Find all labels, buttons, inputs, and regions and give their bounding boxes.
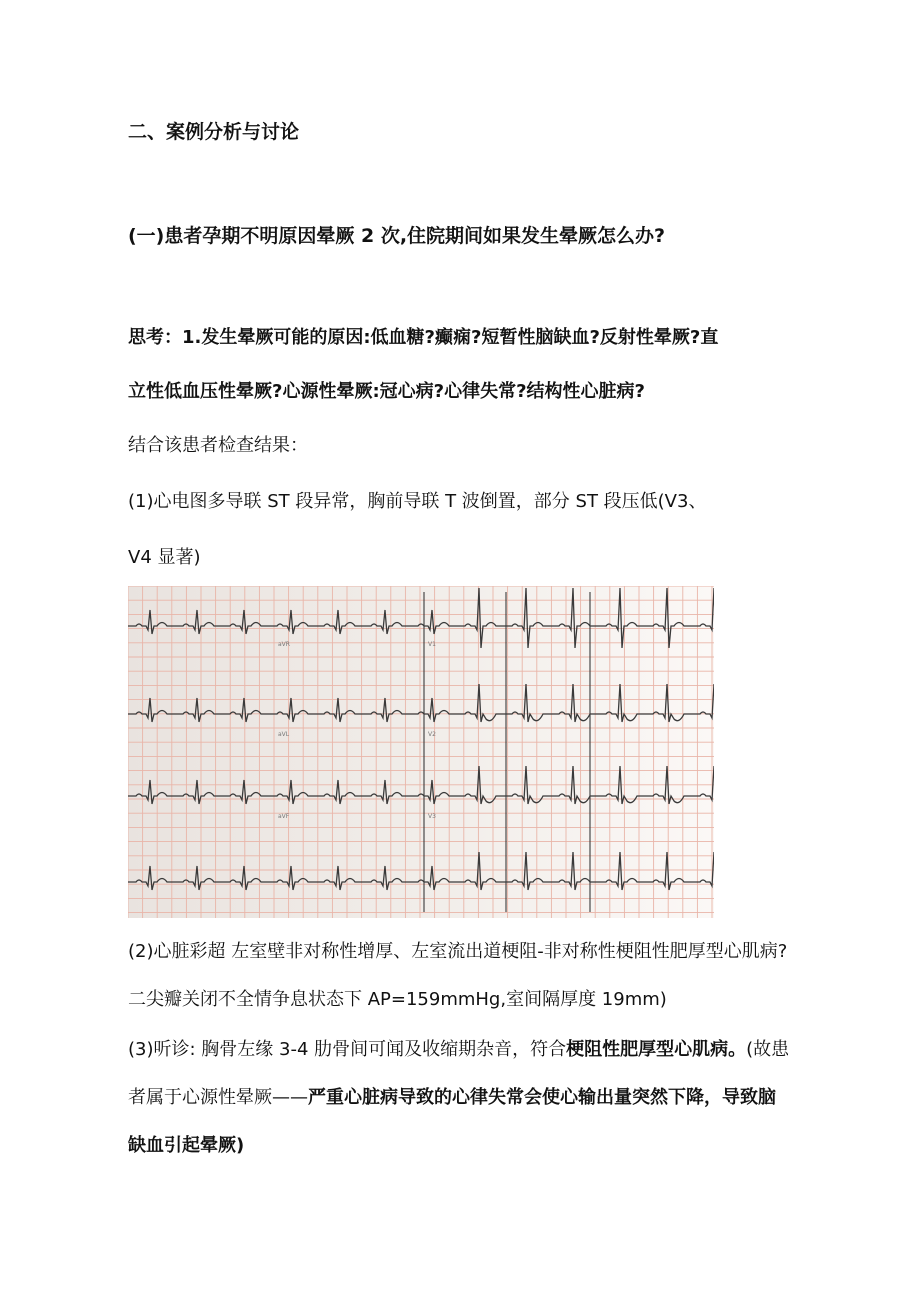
finding-2-line-2: 二尖瓣关闭不全情争息状态下 AP=159mmHg,室间隔厚度 19mm) (128, 989, 667, 1010)
finding-3-line-2-emphasis: 严重心脏病导致的心律失常会使心输出量突然下降，导致脑 (308, 1087, 776, 1108)
finding-3-tail: (故患 (746, 1039, 790, 1060)
ecg-lead-label: aVR (278, 641, 290, 648)
finding-3-text: (3)听诊: 胸骨左缘 3-4 肋骨间可闻及收缩期杂音，符合 (128, 1039, 567, 1060)
finding-3-line-1 (128, 1038, 789, 1062)
ecg-lead-label: V2 (428, 731, 436, 738)
finding-3-line-2-text: 者属于心源性晕厥—— (128, 1087, 308, 1108)
combine-intro: 结合该患者检查结果： (128, 435, 308, 456)
ecg-lead-label: aVF (278, 813, 290, 820)
finding-3-line-2 (128, 1086, 776, 1110)
finding-2-line-1: (2)心脏彩超 左室壁非对称性增厚、左室流出道梗阻-非对称性梗阻性肥厚型心肌病? (128, 941, 788, 962)
finding-1-line-2: V4 显著) (128, 547, 201, 568)
ecg-strip-icon (128, 586, 714, 918)
finding-1-line-1: (1)心电图多导联 ST 段异常，胸前导联 T 波倒置，部分 ST 段压低(V3、 (128, 491, 707, 512)
finding-3-emphasis: 梗阻性肥厚型心肌病。 (566, 1039, 747, 1060)
ecg-lead-label: V3 (428, 813, 436, 820)
ecg-lead-label: V1 (428, 641, 436, 648)
ecg-lead-label: aVL (278, 731, 290, 738)
ecg-image (128, 586, 714, 918)
thinking-line-1: 思考：1.发生晕厥可能的原因:低血糖?癫痫?短暂性脑缺血?反射性晕厥?直 (128, 327, 719, 348)
section-title: 二、案例分析与讨论 (128, 121, 300, 143)
finding-3-line-3: 缺血引起晕厥) (128, 1135, 245, 1156)
question-heading: (一)患者孕期不明原因晕厥 2 次,住院期间如果发生晕厥怎么办? (128, 225, 666, 247)
thinking-line-2: 立性低血压性晕厥?心源性晕厥:冠心病?心律失常?结构性心脏病? (128, 381, 645, 402)
